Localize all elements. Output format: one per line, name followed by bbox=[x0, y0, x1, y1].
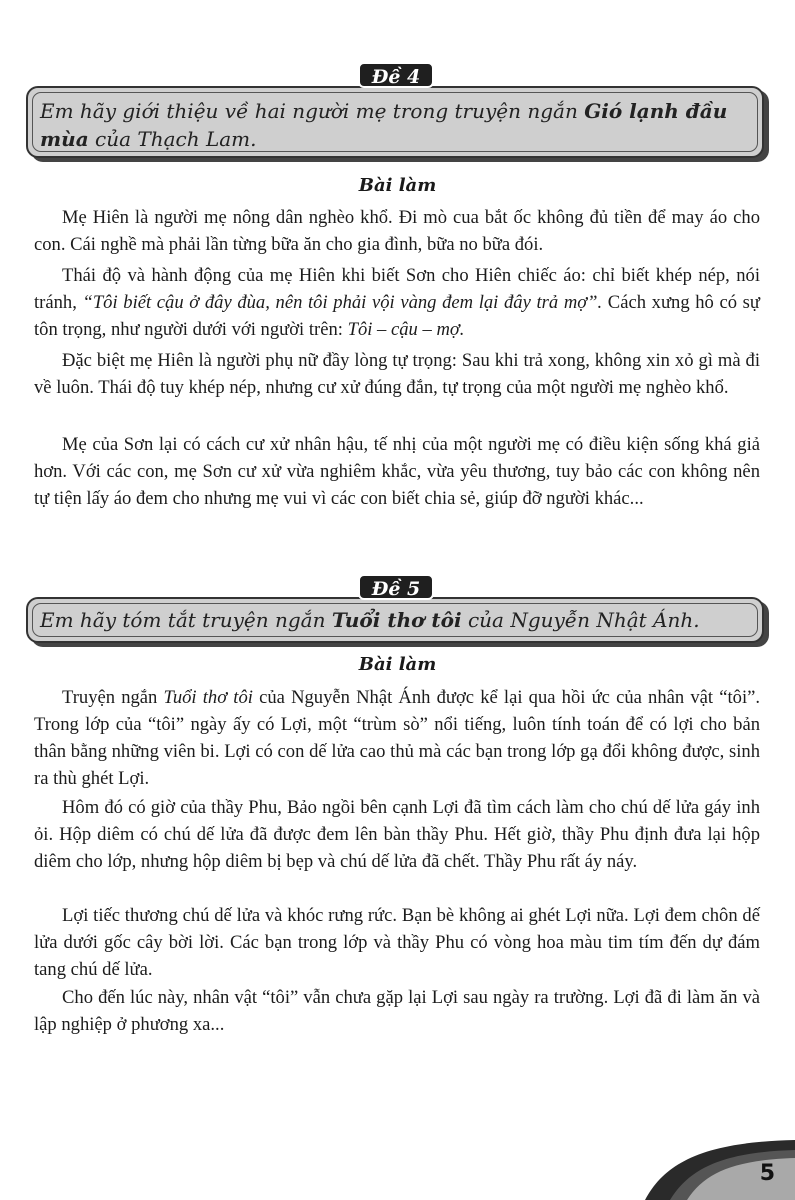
de5-question-title: Tuổi thơ tôi bbox=[331, 608, 462, 632]
de5-question-pre: Em hãy tóm tắt truyện ngắn bbox=[40, 608, 332, 632]
de4-p2-address: Tôi – cậu – mợ. bbox=[347, 319, 465, 340]
de4-p2-quote: “Tôi biết cậu ở đây đùa, nên tôi phải vội vàng đem lại đây trả mợ”. bbox=[82, 292, 603, 313]
de4-badge: Đề 4 bbox=[358, 62, 434, 88]
de5-p1-text-a: Truyện ngắn bbox=[62, 687, 164, 708]
de4-paragraph-1: Mẹ Hiên là người mẹ nông dân nghèo khổ. Đi mò cua bắt ốc không đủ tiền để may áo cho con. Cái nghề mà phải lần từng bữa ăn cho gia đình, bữa no bữa đói. bbox=[34, 207, 760, 255]
de4-paragraph-2 bbox=[34, 262, 760, 343]
de4-paragraph-4: Mẹ của Sơn lại có cách cư xử nhân hậu, tế nhị của một người mẹ có điều kiện sống khá giả hơn. Với các con, mẹ Sơn cư xử vừa nghiêm khắc, vừa yêu thương, tuy bảo các con không nên tự tiện lấy áo đem cho nhưng mẹ vui vì các con biết chia sẻ, giúp đỡ người khác... bbox=[34, 434, 760, 509]
de5-badge: Đề 5 bbox=[358, 574, 434, 600]
de5-question-box bbox=[26, 597, 764, 643]
de4-question-box bbox=[26, 86, 764, 158]
de4-question-title: Gió lạnh đầu mùa bbox=[40, 99, 728, 151]
de5-p1-text-b: của Nguyễn Nhật Ánh được kể lại qua hồi ức của nhân vật “tôi”. Trong lớp của “tôi” ngày ấy có Lợi, một “trùm sò” nổi tiếng, luôn tính toán để có lợi cho bản thân bằng những viên bi. Lợi có con dế lửa cao thủ mà các bạn trong lớp gạ đổi không được, sinh ra thù ghét Lợi. bbox=[34, 687, 761, 789]
de5-heading: Bài làm bbox=[358, 654, 437, 675]
de5-p1-title: Tuổi thơ tôi bbox=[163, 687, 253, 708]
de5-paragraph-3: Lợi tiếc thương chú dế lửa và khóc rưng rức. Bạn bè không ai ghét Lợi nữa. Lợi đem chôn dế lửa dưới gốc cây bời lời. Các bạn trong lớp và thầy Phu có vòng hoa màu tim tím đến dự đám tang chú dế lửa. bbox=[34, 905, 760, 980]
de4-question-post: của Thạch Lam. bbox=[88, 127, 257, 151]
de5-paragraph-4: Cho đến lúc này, nhân vật “tôi” vẫn chưa gặp lại Lợi sau ngày ra trường. Lợi đã đi làm ăn và lập nghiệp ở phương xa... bbox=[34, 987, 760, 1035]
de4-heading: Bài làm bbox=[358, 175, 437, 196]
de5-paragraph-1 bbox=[34, 684, 760, 792]
page-number: 5 bbox=[759, 1161, 775, 1186]
de5-paragraph-2: Hôm đó có giờ của thầy Phu, Bảo ngồi bên cạnh Lợi đã tìm cách làm cho chú dế lửa gáy inh ỏi. Hộp diêm có chú dế lửa đã được đem lên bàn thầy Phu. Hết giờ, thầy Phu định đưa lại hộp diêm cho lớp, nhưng hộp diêm bị bẹp và chú dế lửa đã chết. Thầy Phu rất áy náy. bbox=[34, 797, 760, 872]
de4-p2-text-b: Cách xưng hô có sự tôn trọng, như người dưới với người trên: bbox=[34, 292, 760, 340]
de4-question-pre: Em hãy giới thiệu về hai người mẹ trong truyện ngắn bbox=[40, 99, 585, 123]
de4-paragraph-3: Đặc biệt mẹ Hiên là người phụ nữ đầy lòng tự trọng: Sau khi trả xong, không xin xỏ gì mà đi về luôn. Thái độ tuy khép nép, nhưng cư xử đúng đắn, tự trọng của một người mẹ nghèo khổ. bbox=[34, 350, 760, 398]
de4-p2-text-a: Thái độ và hành động của mẹ Hiên khi biết Sơn cho Hiên chiếc áo: chỉ biết khép nép, nói tránh, bbox=[34, 265, 760, 313]
de5-question-post: của Nguyễn Nhật Ánh. bbox=[461, 608, 700, 632]
